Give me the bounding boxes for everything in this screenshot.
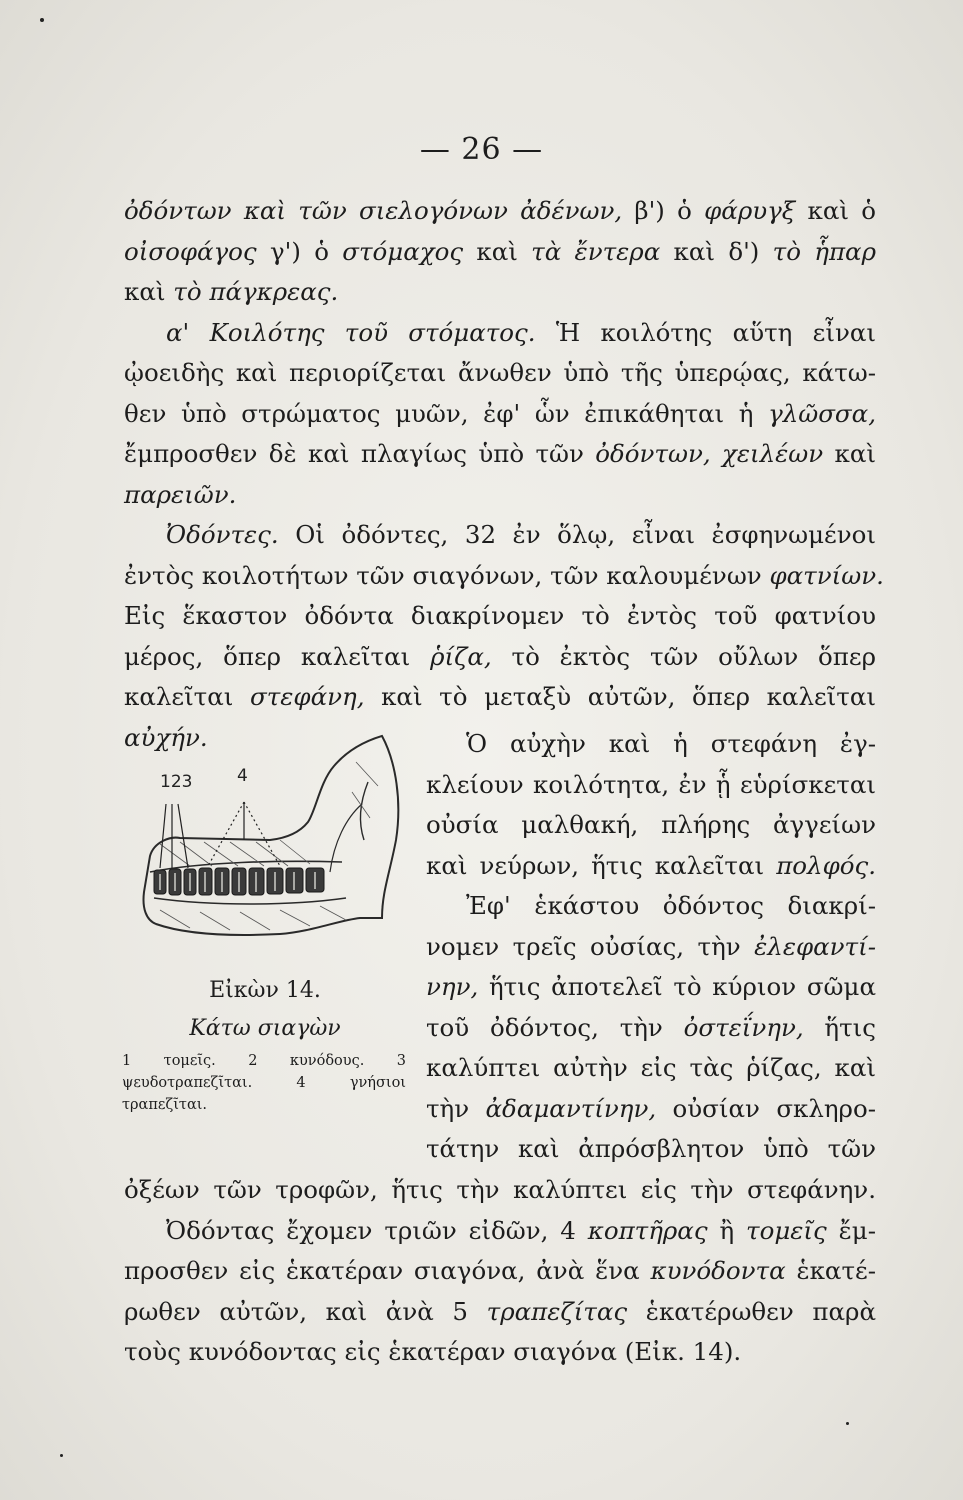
- text-run: θεν ὑπὸ στρώματος μυῶν, ἐφ' ὧν ἐπικάθηται ἡ: [124, 398, 769, 428]
- italic-term: ἐλεφαντί-: [754, 931, 876, 961]
- text-line: [426, 765, 876, 806]
- italic-term: αὐχήν.: [124, 722, 208, 752]
- text-line: [426, 805, 876, 846]
- text-run: καὶ δ'): [660, 236, 773, 266]
- text-line: [124, 475, 876, 516]
- text-line: [124, 677, 876, 718]
- italic-term: τὸ ἧπαρ: [772, 236, 877, 266]
- text-run: Ὀδόντας ἔχομεν τριῶν εἰδῶν, 4: [166, 1215, 588, 1245]
- text-run: καλύπτει αὐτὴν εἰς τὰς ῥίζας, καὶ: [426, 1053, 876, 1082]
- text-line: [426, 1048, 876, 1089]
- italic-term: ὀδόντων καὶ τῶν σιελογόνων ἀδένων,: [124, 196, 623, 225]
- text-run: προσθεν εἰς ἑκατέραν σιαγόνα, ἀνὰ ἕνα: [124, 1256, 651, 1285]
- text-line: [124, 1251, 876, 1292]
- text-run: τὴν: [426, 1093, 486, 1123]
- text-run: καλεῖται: [124, 682, 250, 711]
- text-run: ἢ: [707, 1215, 747, 1245]
- text-line: [124, 232, 876, 273]
- text-line: [426, 967, 876, 1008]
- figure-caption-title: Εἰκὼν 14.: [209, 978, 321, 1003]
- text-run: καὶ τὸ μεταξὺ αὐτῶν, ὅπερ καλεῖται: [364, 682, 876, 711]
- text-line: [124, 1170, 876, 1211]
- figure-label-molars: 4: [237, 766, 248, 786]
- text-line: [124, 353, 876, 394]
- text-line: [124, 556, 884, 597]
- text-run: τοῦ ὀδόντος, τὴν: [426, 1012, 684, 1042]
- italic-term: ὀδόντων, χειλέων: [595, 439, 824, 468]
- text-run: γ') ὁ: [256, 236, 343, 266]
- italic-term: Ὀδόντες.: [166, 520, 279, 549]
- text-run: ἔμπροσθεν δὲ καὶ πλαγίως ὑπὸ τῶν: [124, 439, 596, 468]
- text-run: καὶ νεύρων, ἥτις καλεῖται: [426, 850, 777, 880]
- lower-jaw-illustration: [120, 722, 420, 972]
- italic-term: παρειῶν.: [124, 479, 237, 509]
- paragraph-bottom: [124, 1170, 876, 1373]
- figure-caption-subtitle: Κάτω σιαγὼν: [189, 1016, 341, 1041]
- text-line: [124, 394, 876, 435]
- figure-legend-line: τραπεζῖται.: [122, 1097, 208, 1113]
- text-line: [124, 596, 876, 637]
- italic-term: φάρυγξ: [704, 196, 796, 225]
- figure-label-incisors: 123: [160, 772, 193, 792]
- paper-speck: [846, 1422, 849, 1425]
- text-run: καὶ: [124, 277, 174, 306]
- text-line: [124, 272, 876, 313]
- text-run: Ἡ κοιλότης αὕτη εἶναι: [535, 317, 876, 347]
- text-line: [426, 927, 876, 968]
- italic-term: οἰσοφάγος: [124, 236, 257, 266]
- italic-term: νην,: [426, 972, 479, 1001]
- italic-term: στεφάνη,: [250, 682, 365, 711]
- text-run: καὶ: [463, 236, 532, 266]
- text-run: ὀξέων τῶν τροφῶν, ἥτις τὴν καλύπτει εἰς τὴν στεφάνην.: [124, 1175, 876, 1204]
- text-run: ἑκατέ-: [785, 1256, 876, 1285]
- text-run: καὶ: [823, 439, 876, 468]
- text-run: μέρος, ὅπερ καλεῖται: [124, 641, 431, 671]
- text-run: ἔμ-: [826, 1215, 876, 1245]
- page-number: — 26 —: [419, 132, 544, 167]
- text-run: ρωθεν αὐτῶν, καὶ ἀνὰ 5: [124, 1296, 487, 1326]
- text-line: [124, 1292, 876, 1333]
- italic-term: πολφός.: [776, 850, 876, 880]
- italic-term: κοπτῆρας: [587, 1215, 708, 1245]
- jaw-figure: [120, 722, 420, 1132]
- text-run: καὶ ὁ: [795, 196, 877, 225]
- text-run: ἐντὸς κοιλοτήτων τῶν σιαγόνων, τῶν καλουμένων: [124, 560, 770, 590]
- section-heading-line: [124, 515, 876, 556]
- text-run: Εἰς ἕκαστον ὀδόντα διακρίνομεν τὸ ἐντὸς τοῦ φατνίου: [124, 601, 876, 630]
- text-line: [124, 191, 876, 232]
- italic-term: φατνίων.: [769, 560, 884, 590]
- text-line: [426, 886, 876, 927]
- italic-term: τομεῖς: [746, 1215, 827, 1245]
- paper-speck: [40, 18, 44, 22]
- italic-term: γλῶσσα,: [768, 398, 876, 428]
- text-run: Οἱ ὀδόντες, 32 ἐν ὅλῳ, εἶναι ἐσφηνωμένοι: [278, 520, 876, 549]
- text-run: οὐσίαν σκληρο-: [656, 1093, 876, 1123]
- text-run: τοὺς κυνόδοντας εἰς ἑκατέραν σιαγόνα (Εἰκ. 14).: [124, 1337, 742, 1366]
- italic-term: α' Κοιλότης τοῦ στόματος.: [166, 317, 536, 347]
- text-line: [426, 1089, 876, 1130]
- text-line: [124, 434, 876, 475]
- italic-term: ῥίζα,: [430, 641, 492, 671]
- paragraph-right: [426, 724, 876, 1170]
- text-line: [124, 1332, 876, 1373]
- italic-term: κυνόδοντα: [650, 1256, 786, 1285]
- text-run: β') ὁ: [622, 196, 705, 225]
- text-line: [426, 724, 876, 765]
- text-line: [124, 637, 876, 678]
- text-run: τὸ ἐκτὸς τῶν οὔλων ὅπερ: [491, 641, 876, 671]
- text-run: τάτην καὶ ἀπρόσβλητον ὑπὸ τῶν: [426, 1134, 876, 1163]
- text-run: Ἐφ' ἑκάστου ὀδόντος διακρί-: [466, 891, 876, 920]
- text-run: Ὁ αὐχὴν καὶ ἡ στεφάνη ἐγ-: [466, 729, 876, 758]
- section-heading-line: [124, 313, 876, 354]
- text-line: [426, 846, 876, 887]
- text-run: ἥτις ἀποτελεῖ τὸ κύριον σῶμα: [478, 972, 876, 1001]
- paragraph-top: [124, 191, 884, 758]
- text-run: κλείουν κοιλότητα, ἐν ᾗ εὑρίσκεται: [426, 769, 876, 799]
- text-line: [124, 1211, 876, 1252]
- italic-term: τραπεζίτας: [486, 1296, 628, 1326]
- figure-legend-line: 1 τομεῖς. 2 κυνόδους. 3: [122, 1053, 406, 1069]
- text-line: [426, 1008, 876, 1049]
- text-run: ἑκατέρωθεν παρὰ: [627, 1296, 877, 1326]
- italic-term: ἀδαμαντίνην,: [485, 1093, 657, 1123]
- paper-speck: [60, 1454, 63, 1457]
- italic-term: στόμαχος: [342, 236, 464, 266]
- text-run: νομεν τρεῖς οὐσίας, τὴν: [426, 931, 755, 961]
- italic-term: τὸ πάγκρεας.: [173, 277, 339, 306]
- text-run: ᾠοειδὴς καὶ περιορίζεται ἄνωθεν ὑπὸ τῆς ὑπερῴας, κάτω-: [124, 358, 876, 387]
- figure-legend-line: ψευδοτραπεζῖται. 4 γνήσιοι: [122, 1075, 406, 1091]
- text-line: [426, 1129, 876, 1170]
- text-run: οὐσία μαλθακή, πλήρης ἀγγείων: [426, 810, 876, 839]
- italic-term: ὀστεΐνην,: [683, 1012, 804, 1042]
- text-run: ἥτις: [803, 1012, 876, 1042]
- italic-term: τὰ ἔντερα: [531, 236, 661, 266]
